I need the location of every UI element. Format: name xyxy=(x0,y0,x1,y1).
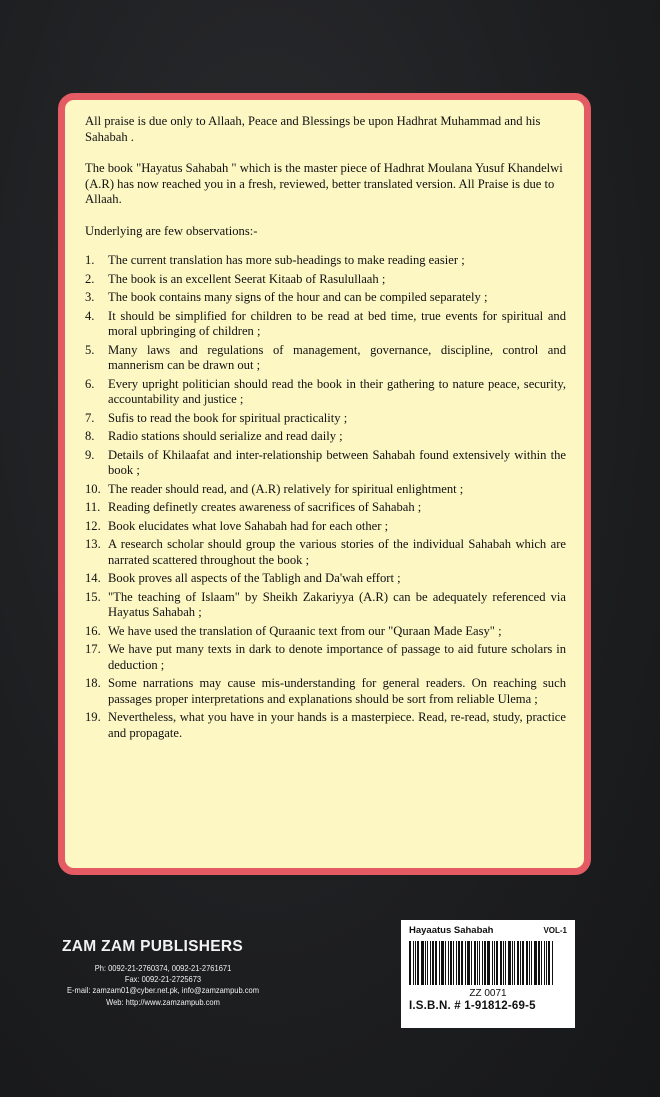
barcode-bar xyxy=(534,941,537,985)
barcode-bar xyxy=(520,941,521,985)
barcode-bar xyxy=(479,941,480,985)
observation-item xyxy=(85,448,566,479)
observation-item xyxy=(85,537,566,568)
observation-text: We have used the translation of Quraanic text from our "Quraan Made Easy" ; xyxy=(108,623,502,638)
publisher-fax: Fax: 0092-21-2725673 xyxy=(124,975,202,985)
observation-text: Details of Khilaafat and inter-relationship between Sahabah found extensively within the book ; xyxy=(108,447,566,477)
barcode-bar xyxy=(413,941,414,985)
observation-item xyxy=(85,519,566,535)
observation-number: 12. xyxy=(85,518,101,533)
barcode-bar xyxy=(474,941,476,985)
barcode-bar xyxy=(548,941,550,985)
barcode-bar xyxy=(448,941,449,985)
observation-number: 19. xyxy=(85,710,101,724)
barcode-bar xyxy=(508,941,511,985)
barcode-bar xyxy=(421,941,424,985)
observation-item xyxy=(85,411,566,427)
observation-text: Many laws and regulations of management, governance, discipline, control and mannerism can be drawn out ; xyxy=(108,342,566,372)
observation-number: 6. xyxy=(85,376,95,391)
observations-heading: Underlying are few observations:- xyxy=(85,223,258,238)
observation-number: 2. xyxy=(85,271,95,286)
observation-number: 8. xyxy=(85,429,95,443)
observation-item xyxy=(85,429,566,445)
observation-text: Sufis to read the book for spiritual practicality ; xyxy=(108,410,348,425)
barcode-bar xyxy=(492,941,493,985)
barcode-bar xyxy=(484,941,486,985)
observation-number: 5. xyxy=(85,342,95,357)
barcode-bar xyxy=(445,941,446,985)
observation-text: The current translation has more sub-headings to make reading easier ; xyxy=(108,253,465,267)
barcode-bar xyxy=(453,941,454,985)
observation-item xyxy=(85,642,566,673)
observation-number: 17. xyxy=(85,642,101,656)
barcode-bar xyxy=(503,941,504,985)
barcode-bar xyxy=(552,941,553,985)
barcode-bar xyxy=(541,941,542,985)
barcode-bars xyxy=(409,941,567,985)
observation-number: 14. xyxy=(85,571,101,585)
barcode-bar xyxy=(409,941,411,985)
observation-text: A research scholar should group the various stories of the individual Sahabah which are narrated scattered throughout the book ; xyxy=(108,537,566,567)
observation-text: The reader should read, and (A.R) relatively for spiritual enlightment ; xyxy=(108,481,464,496)
observation-item xyxy=(85,377,566,408)
observation-item xyxy=(85,710,566,741)
observation-item xyxy=(85,500,566,516)
observation-text: Every upright politician should read the book in their gathering to nature peace, security, accountability and justice ; xyxy=(108,376,566,406)
barcode-bar xyxy=(546,941,547,985)
observation-number: 1. xyxy=(85,253,95,267)
observation-number: 4. xyxy=(85,308,95,323)
barcode-label xyxy=(401,920,575,1028)
barcode-bar xyxy=(417,941,419,985)
isbn: I.S.B.N. # 1-91812-69-5 xyxy=(409,1000,536,1012)
barcode-bar xyxy=(471,941,472,985)
barcode-bar xyxy=(461,941,463,985)
barcode-bar xyxy=(487,941,490,985)
barcode-bar xyxy=(538,941,540,985)
barcode-bar xyxy=(435,941,437,985)
barcode-bar xyxy=(512,941,513,985)
barcode-bar xyxy=(415,941,416,985)
barcode-bar xyxy=(505,941,506,985)
observation-number: 16. xyxy=(85,623,101,638)
intro-paragraph: The book "Hayatus Sahabah " which is the master piece of Hadhrat Moulana Yusuf Khandelwi (A.R) has now reached you in a fresh, reviewed, better translated version. All Praise is due to Allaah. xyxy=(85,161,563,206)
publisher-info xyxy=(48,938,278,1008)
observation-text: It should be simplified for children to be read at bed time, true events for spiritual and moral upbringing of children ; xyxy=(108,308,566,338)
barcode-bar xyxy=(531,941,532,985)
barcode-bar xyxy=(430,941,431,985)
barcode-bar xyxy=(514,941,515,985)
observation-item xyxy=(85,571,566,587)
barcode-code: ZZ 0071 xyxy=(469,988,507,999)
barcode-bar xyxy=(439,941,440,985)
barcode-bar xyxy=(544,941,545,985)
barcode-bar xyxy=(465,941,466,985)
observation-text: Reading definetly creates awareness of sacrifices of Sahabah ; xyxy=(108,500,422,514)
observation-number: 10. xyxy=(85,481,101,496)
observation-number: 3. xyxy=(85,290,95,304)
publisher-phone: Ph: 0092-21-2760374, 0092-21-2761671 xyxy=(94,964,232,973)
barcode-bar xyxy=(467,941,470,985)
observation-text: Some narrations may cause mis-understanding for general readers. On reaching such passages proper interpretations and explanations should be sort from reliable Ulema ; xyxy=(108,676,566,706)
description-panel xyxy=(58,93,591,875)
barcode-bar xyxy=(482,941,483,985)
observation-item xyxy=(85,482,566,498)
barcode-bar xyxy=(456,941,457,985)
observation-text: Radio stations should serialize and read daily ; xyxy=(108,429,343,443)
intro-paragraph: All praise is due only to Allaah, Peace and Blessings be upon Hadhrat Muhammad and his Sahabah . xyxy=(85,114,541,144)
barcode-bar xyxy=(494,941,495,985)
barcode-bar xyxy=(526,941,528,985)
observation-number: 9. xyxy=(85,447,95,462)
publisher-web: Web: http://www.zamzampub.com xyxy=(106,997,220,1007)
observation-number: 7. xyxy=(85,410,95,425)
barcode-bar xyxy=(496,941,498,985)
observation-item xyxy=(85,624,566,640)
observation-number: 15. xyxy=(85,589,101,604)
observations-list xyxy=(85,253,566,741)
barcode-bar xyxy=(500,941,502,985)
barcode-bar xyxy=(529,941,530,985)
publisher-name: ZAM ZAM PUBLISHERS xyxy=(62,938,244,955)
observation-text: We have put many texts in dark to denote importance of passage to aid future scholars in deduction ; xyxy=(108,642,566,672)
observation-item xyxy=(85,343,566,374)
observation-text: The book contains many signs of the hour and can be compiled separately ; xyxy=(108,290,488,304)
barcode-bar xyxy=(458,941,460,985)
barcode-bar xyxy=(477,941,478,985)
barcode-bar xyxy=(450,941,452,985)
observation-item xyxy=(85,253,566,269)
observation-text: "The teaching of Islaam" by Sheikh Zakariyya (A.R) can be adequately referenced via Hayatus Sahabah ; xyxy=(108,589,566,619)
observation-item xyxy=(85,290,566,306)
observation-text: Book elucidates what love Sahabah had for each other ; xyxy=(108,518,389,533)
barcode-volume: VOL-1 xyxy=(543,926,567,935)
barcode-bar xyxy=(432,941,434,985)
observation-item xyxy=(85,590,566,621)
observation-item xyxy=(85,309,566,340)
barcode-title: Hayaatus Sahabah xyxy=(409,925,494,936)
observation-item xyxy=(85,676,566,707)
observation-number: 11. xyxy=(85,500,101,514)
observation-text: The book is an excellent Seerat Kitaab of Rasulullaah ; xyxy=(108,271,386,286)
publisher-email: E-mail: zamzam01@cyber.net.pk, info@zamzampub.com xyxy=(67,986,259,996)
observation-number: 18. xyxy=(85,676,101,690)
observation-text: Book proves all aspects of the Tabligh and Da'wah effort ; xyxy=(108,571,401,585)
barcode-bar xyxy=(425,941,426,985)
observation-number: 13. xyxy=(85,537,101,551)
barcode-bar xyxy=(441,941,444,985)
barcode-bar xyxy=(522,941,524,985)
barcode-bar xyxy=(517,941,519,985)
barcode-bar xyxy=(427,941,428,985)
observation-text: Nevertheless, what you have in your hands is a masterpiece. Read, re-read, study, practice and propagate. xyxy=(108,710,566,740)
observation-item xyxy=(85,272,566,288)
